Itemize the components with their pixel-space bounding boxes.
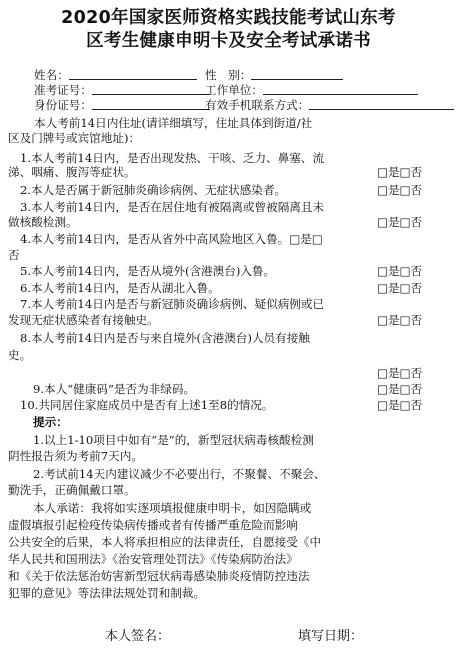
- date-label: 填写日期：: [298, 629, 364, 644]
- note-2-text: 2.考试前14天内建议减少不必要出行，不聚餐、不聚会、: [33, 467, 326, 481]
- work-label: 工作单位：: [205, 83, 263, 97]
- item-4-text: 4.本人考前14日内，是否从省外中高风险地区入鲁。□是□: [20, 232, 323, 246]
- gender-field[interactable]: [251, 67, 343, 80]
- item-7-yes-no[interactable]: □是□否: [377, 313, 423, 327]
- pledge-line-5: 和《关于依法惩治妨害新型冠状病毒感染肺炎疫情防控违法: [8, 569, 310, 583]
- item-10-text: 10.共同居住家庭成员中是否有上述1至8的情况。: [20, 398, 274, 412]
- notes-heading: 提示：: [33, 415, 68, 429]
- ticket-label: 准考证号：: [34, 83, 92, 97]
- item-2-yes-no[interactable]: □是□否: [377, 183, 423, 197]
- item-10-yes-no[interactable]: □是□否: [377, 398, 423, 412]
- ticket-field[interactable]: [92, 82, 210, 95]
- item-1-text: 1.本人考前14日内，是否出现发热、干咳、乏力、鼻塞、流: [20, 151, 325, 165]
- address-line-1: 本人考前14日内住址(请详细填写，住址具体到街道/社: [34, 116, 313, 130]
- gender-label: 性 别：: [205, 68, 252, 82]
- item-7-text-cont: 发现无症状感染者有接触史。: [8, 313, 159, 327]
- form-title-line-2: 区考生健康申明卡及安全考试承诺书: [86, 31, 371, 51]
- signature-label: 本人签名：: [105, 629, 171, 644]
- item-4-text-cont: 否: [8, 248, 20, 262]
- pledge-line-1: 本人承诺：我将如实逐项填报健康申明卡，如因隐瞒或: [33, 501, 312, 515]
- note-1-text-cont: 阴性报告须为考前7天内。: [8, 449, 143, 463]
- form-title-line-1: 2020年国家医师资格实践技能考试山东考: [61, 8, 396, 28]
- item-6-yes-no[interactable]: □是□否: [377, 281, 423, 295]
- item-1-yes-no[interactable]: □是□否: [377, 165, 423, 179]
- item-9-yes-no[interactable]: □是□否: [377, 382, 423, 396]
- pledge-line-2: 虚假填报引起检疫传染病传播或者有传播严重危险而影响: [8, 518, 298, 532]
- item-5-text: 5.本人考前14日内，是否从境外(含港澳台)入鲁。: [20, 264, 276, 278]
- item-3-text: 3.本人考前14日内，是否在居住地有被隔离或曾被隔离且未: [20, 200, 325, 214]
- id-label: 身份证号：: [34, 98, 92, 112]
- name-field[interactable]: [69, 67, 197, 80]
- item-8-text-cont: 史。: [8, 348, 32, 362]
- item-7-text: 7.本人考前14日内是否与新冠肺炎确诊病例、疑似病例或已: [20, 297, 325, 311]
- ticket-row: [34, 82, 210, 98]
- note-1-text: 1.以上1-10项目中如有“是”的，新型冠状病毒核酸检测: [33, 433, 314, 447]
- pledge-line-4: 华人民共和国刑法》《治安管理处罚法》《传染病防治法》: [8, 552, 298, 566]
- work-row: [205, 82, 418, 98]
- name-row: [34, 67, 197, 83]
- item-8-yes-no[interactable]: □是□否: [377, 366, 423, 380]
- item-1-text-cont: 涕、咽痛、腹泻等症状。: [8, 165, 136, 179]
- phone-field[interactable]: [309, 97, 454, 110]
- name-label: 姓名：: [34, 68, 69, 82]
- id-field[interactable]: [92, 97, 210, 110]
- pledge-line-6: 犯罪的意见》等法律法规处罚和制裁。: [8, 586, 206, 600]
- item-6-text: 6.本人考前14日内，是否从湖北入鲁。: [20, 281, 220, 295]
- item-5-yes-no[interactable]: □是□否: [377, 264, 423, 278]
- work-field[interactable]: [263, 82, 418, 95]
- pledge-line-3: 公共安全的后果，本人将承担相应的法律责任，自愿接受《中: [8, 535, 322, 549]
- item-2-text: 2.本人是否属于新冠肺炎确诊病例、无症状感染者。: [20, 183, 287, 197]
- address-line-2: 区及门牌号或宾馆地址)：: [8, 131, 141, 145]
- id-row: [34, 97, 210, 113]
- item-3-text-cont: 做核酸检测。: [8, 215, 78, 229]
- item-3-yes-no[interactable]: □是□否: [377, 215, 423, 229]
- item-9-text: 9.本人“健康码”是否为非绿码。: [33, 382, 196, 396]
- gender-row: [205, 67, 343, 83]
- phone-label: 有效手机联系方式：: [205, 98, 310, 112]
- phone-row: [205, 97, 454, 113]
- note-2-text-cont: 勤洗手，正确佩戴口罩。: [8, 483, 136, 497]
- item-8-text: 8.本人考前14日内是否与来自境外(含港澳台)人员有接触: [20, 331, 310, 345]
